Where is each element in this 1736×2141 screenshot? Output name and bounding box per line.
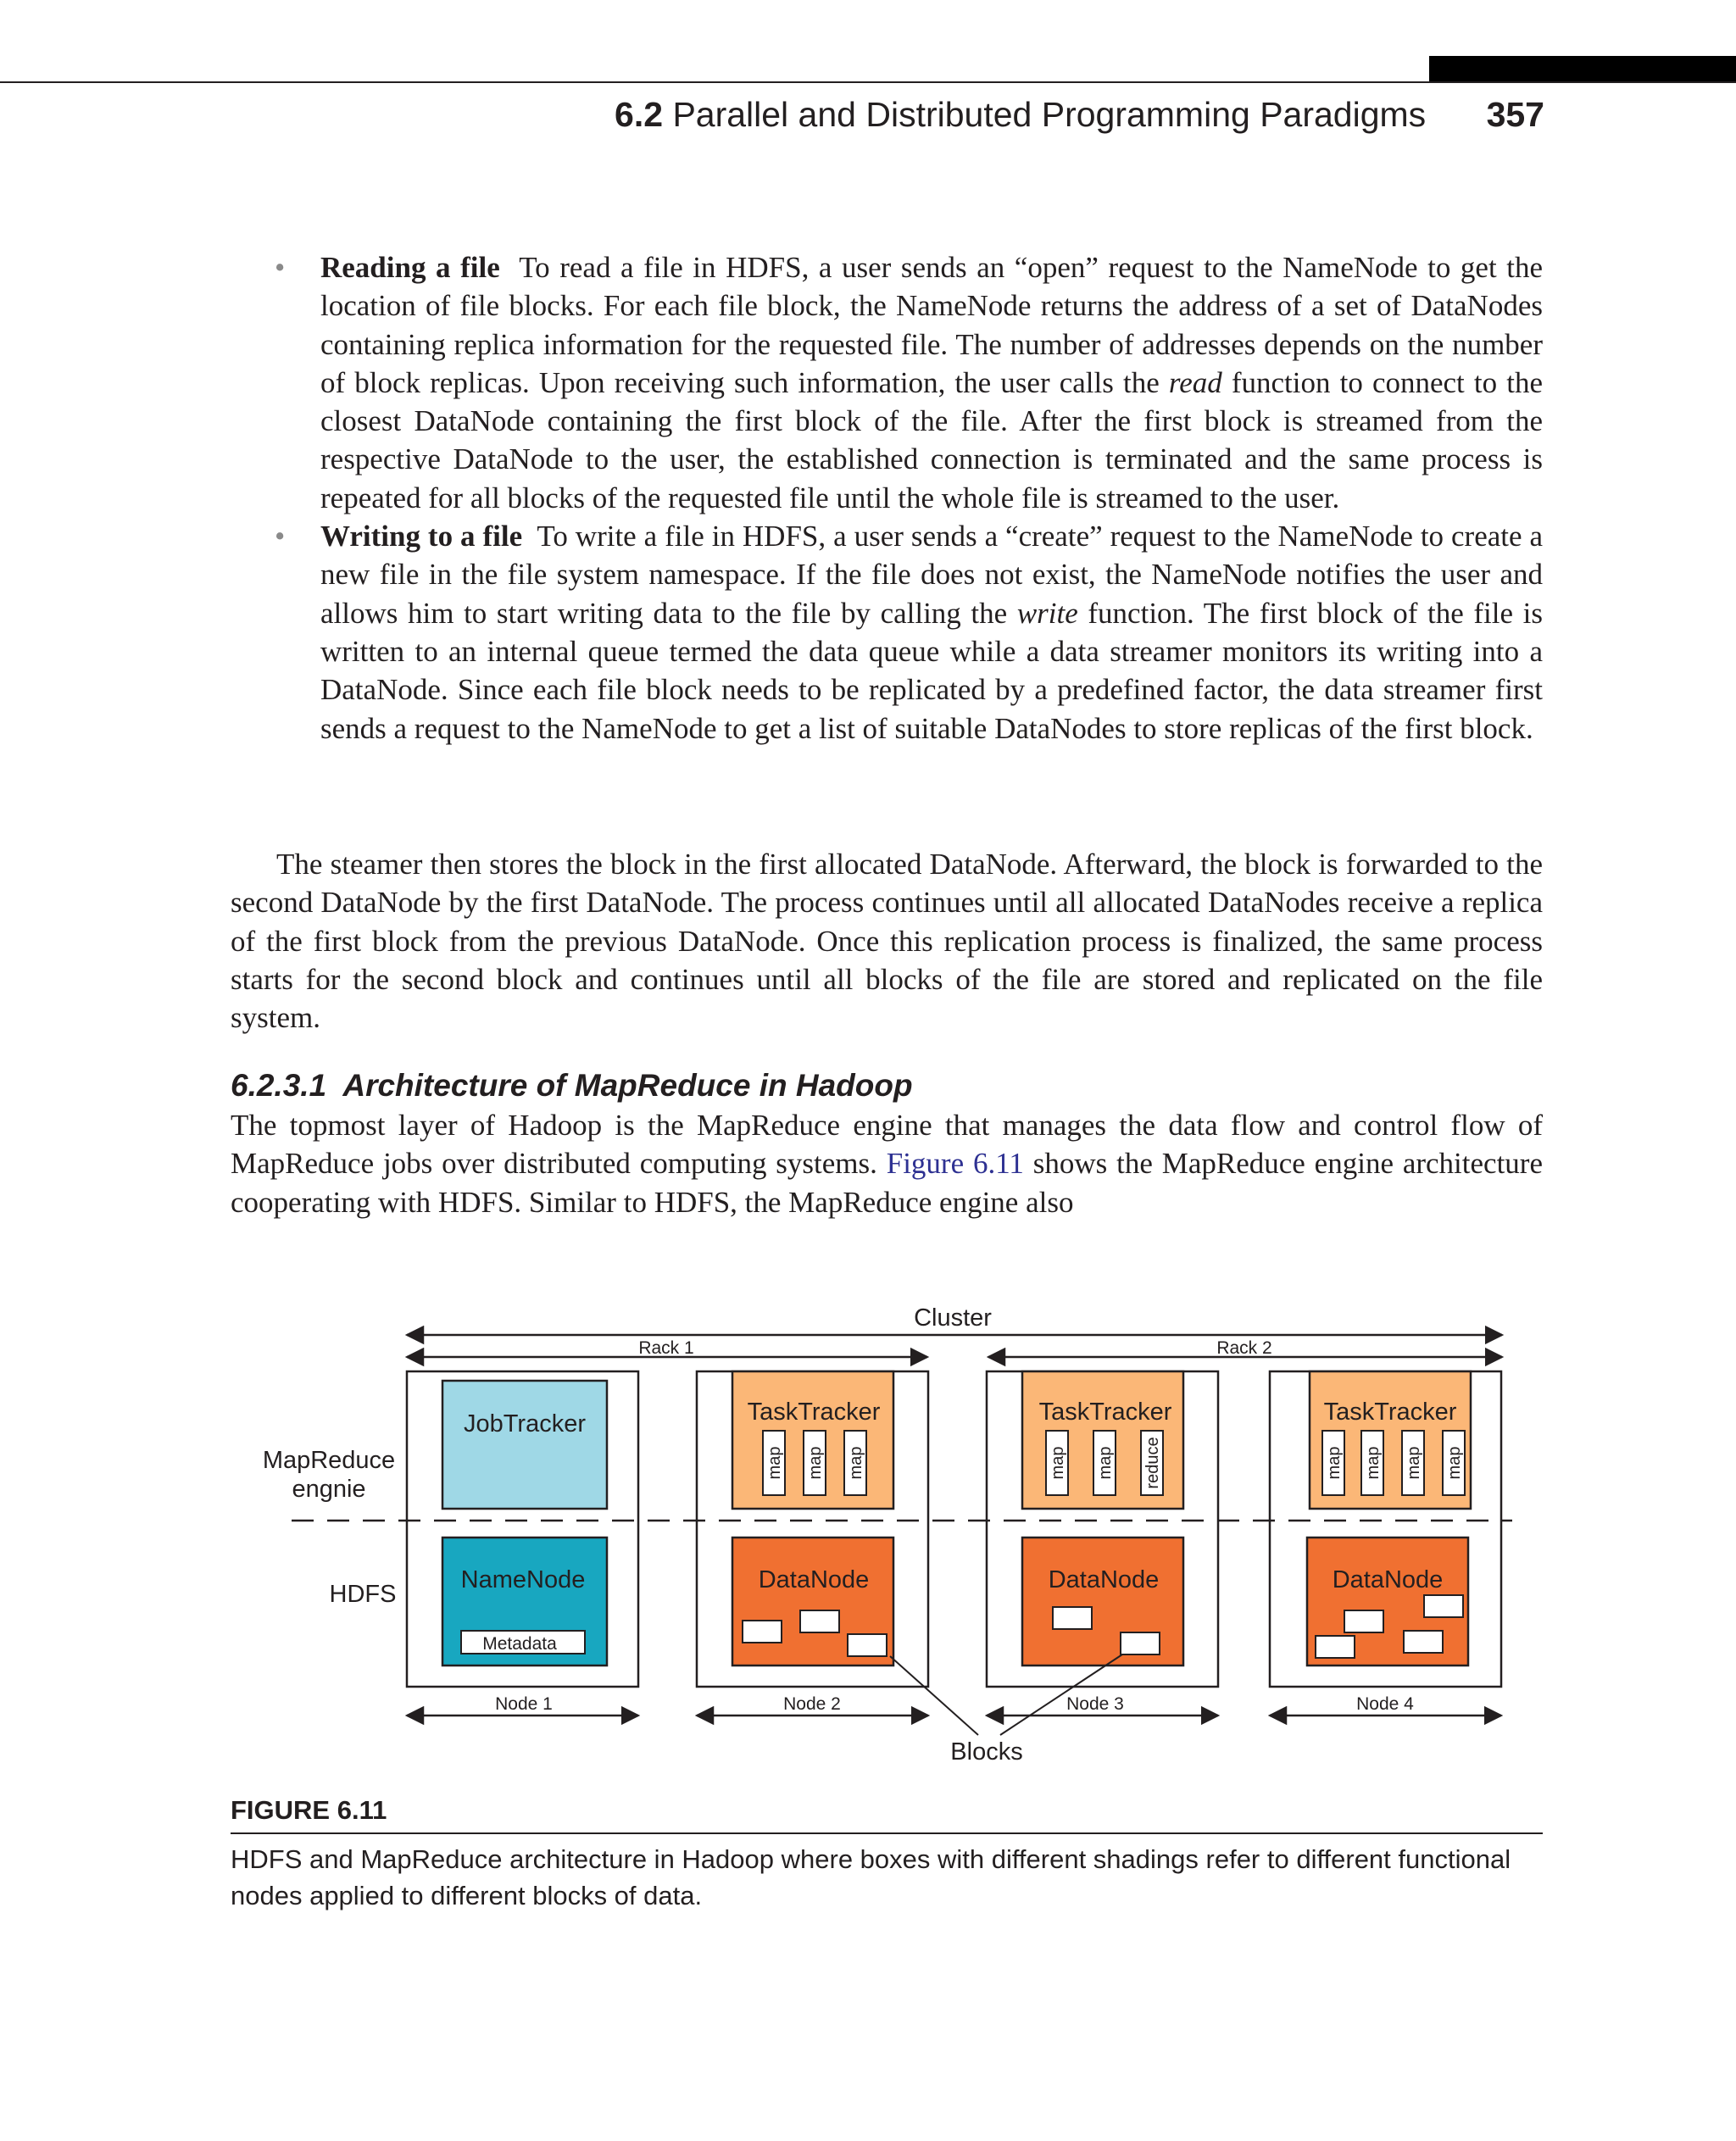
map-slot-label: map <box>1445 1446 1464 1480</box>
bullet-dot-icon: • <box>275 520 286 553</box>
bullet-reading-file <box>231 248 1543 517</box>
map-slot-label: map <box>1096 1446 1115 1480</box>
section-title: Parallel and Distributed Programming Paradigms <box>672 95 1427 134</box>
datanode-label: DataNode <box>758 1566 870 1593</box>
paragraph-text: The topmost layer of Hadoop is the MapReduce engine that manages the data flow and control flow of MapReduce jobs over distributed computing systems. <box>231 1109 1543 1181</box>
section-number: 6.2 <box>615 95 664 134</box>
map-slot-label: map <box>1405 1446 1423 1480</box>
tasktracker-label: TaskTracker <box>747 1399 881 1426</box>
map-slot-label: map <box>1364 1446 1383 1480</box>
data-block <box>800 1610 839 1632</box>
layer-mapreduce-label-2: engnie <box>292 1476 366 1503</box>
subsection-number: 6.2.3.1 <box>231 1068 327 1103</box>
data-block <box>1344 1610 1383 1632</box>
layer-hdfs-label: HDFS <box>329 1581 397 1608</box>
bullet-term: Reading a file <box>320 251 500 284</box>
node3-label: Node 3 <box>1066 1694 1124 1714</box>
map-slot-label: map <box>847 1446 865 1480</box>
bullet-list <box>231 248 1543 748</box>
node1-label: Node 1 <box>495 1694 553 1714</box>
header-rule <box>0 81 1736 83</box>
bullet-writing-file <box>231 517 1543 748</box>
figure-link[interactable]: Figure 6.11 <box>886 1147 1024 1181</box>
node4-label: Node 4 <box>1356 1694 1414 1714</box>
rack2-label: Rack 2 <box>1216 1338 1272 1358</box>
datanode-label: DataNode <box>1332 1566 1444 1593</box>
paragraph-mapreduce <box>231 1106 1543 1221</box>
paragraph-text-after: shows the MapReduce engine architecture cooperating with HDFS. Similar to HDFS, the MapReduce engine also <box>231 1147 1543 1219</box>
map-slot-label: map <box>806 1446 825 1480</box>
bullet-dot-icon: • <box>275 251 286 284</box>
tasktracker-label: TaskTracker <box>1038 1399 1172 1426</box>
header-bar <box>1429 56 1736 82</box>
running-head <box>615 95 1544 135</box>
page-number: 357 <box>1486 95 1544 134</box>
data-block <box>1404 1631 1443 1653</box>
blocks-pointer-line <box>890 1656 978 1735</box>
bullet-text: To read a file in HDFS, a user sends an “open” request to the NameNode to get the location of file blocks. For each file block, the NameNode returns the address of a set of DataNodes containing replica information for the requested file. The number of addresses depends on the number of block replicas. Upon receiving such information, the user calls the <box>320 251 1543 399</box>
node2-label: Node 2 <box>783 1694 841 1714</box>
bullet-text-after: function to connect to the closest DataNode containing the first block of the file. After the first block is streamed from the respective DataNode to the user, the established connection is terminated and the same process is repeated for all blocks of the requested file until the whole file is streamed to the user. <box>320 365 1543 514</box>
figure-hadoop-architecture <box>0 1271 1736 1784</box>
metadata-label: Metadata <box>482 1634 557 1654</box>
subsection-heading <box>231 1068 913 1104</box>
datanode-label: DataNode <box>1048 1566 1160 1593</box>
paragraph-replication: The steamer then stores the block in the first allocated DataNode. Afterward, the block is forwarded to the second DataNode by the first DataNode. The process continues until all allocated DataNodes receive a replica of the first block from the previous DataNode. Once this replication process is finalized, the same process starts for the second block and continues until all blocks of the file are stored and replicated on the file system. <box>231 848 1543 1035</box>
bullet-text-after: function. The first block of the file is written to an internal queue termed the data queue while a data streamer monitors its writing into a DataNode. Since each file block needs to be replicated by a predefined factor, the data streamer first sends a request to the NameNode to get a list of suitable DataNodes to store replicas of the first block. <box>320 596 1543 745</box>
bullet-italic: read <box>1168 365 1222 399</box>
cluster-label: Cluster <box>914 1304 992 1332</box>
data-block <box>1121 1632 1160 1654</box>
bullet-text: To write a file in HDFS, a user sends a “create” request to the NameNode to create a new file in the file system namespace. If the file does not exist, the NameNode notifies the user and allows him to start writing data to the file by calling the <box>320 520 1544 630</box>
namenode-label: NameNode <box>460 1566 586 1593</box>
map-slot-label: map <box>765 1446 784 1480</box>
bullet-italic: write <box>1016 596 1078 630</box>
figure-label: FIGURE 6.11 <box>231 1795 387 1825</box>
rack1-label: Rack 1 <box>638 1338 694 1358</box>
tasktracker-label: TaskTracker <box>1323 1399 1457 1426</box>
data-block <box>848 1634 887 1656</box>
blocks-label: Blocks <box>950 1738 1023 1766</box>
jobtracker-label: JobTracker <box>464 1410 586 1438</box>
layer-mapreduce-label: MapReduce <box>262 1447 396 1474</box>
figure-caption: HDFS and MapReduce architecture in Hadoop where boxes with different shadings refer to different functional nodes applied to different blocks of data. <box>231 1844 1511 1910</box>
subsection-title: Architecture of MapReduce in Hadoop <box>342 1068 913 1103</box>
data-block <box>743 1621 782 1643</box>
reduce-slot-label: reduce <box>1143 1437 1162 1489</box>
jobtracker-box <box>442 1381 607 1509</box>
data-block <box>1053 1607 1092 1629</box>
data-block <box>1424 1595 1463 1617</box>
caption-rule <box>231 1832 1543 1834</box>
map-slot-label: map <box>1325 1446 1344 1480</box>
map-slot-label: map <box>1049 1446 1067 1480</box>
data-block <box>1316 1636 1355 1658</box>
architecture-diagram <box>0 1271 1736 1780</box>
bullet-term: Writing to a file <box>320 520 523 553</box>
